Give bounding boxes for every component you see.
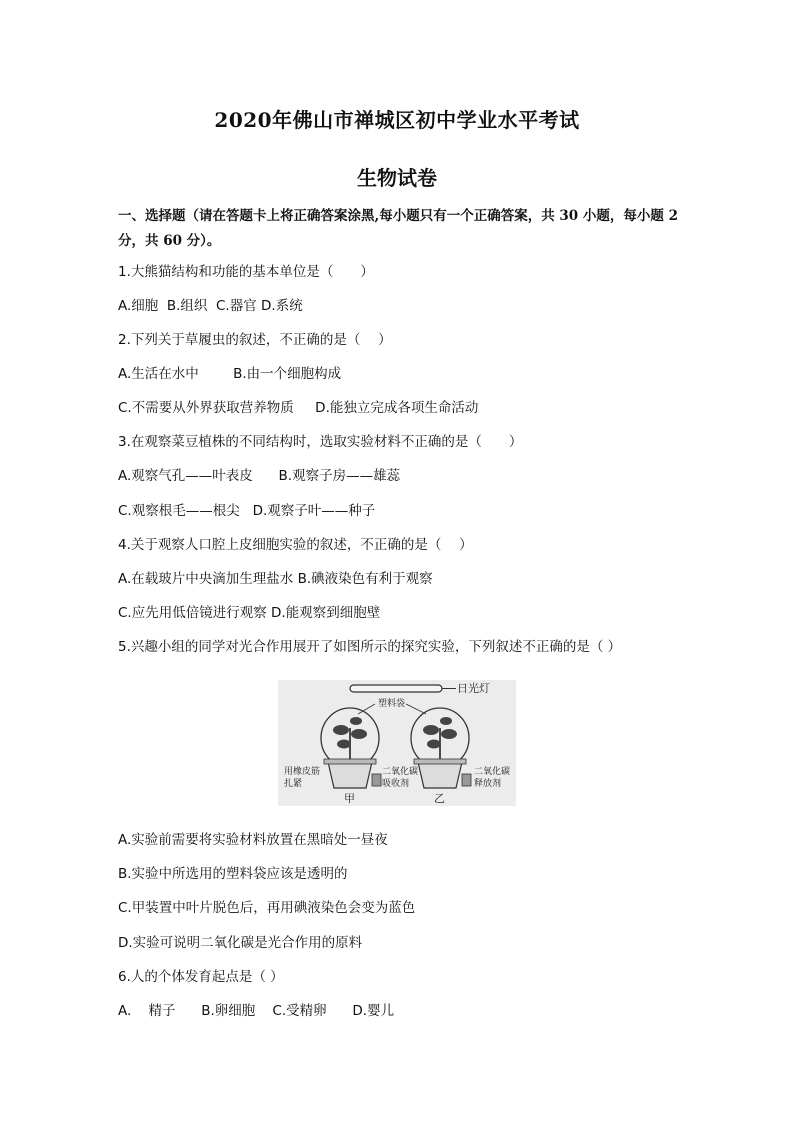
left-rubber-band — [324, 759, 376, 764]
question-2-stem: 2.下列关于草履虫的叙述，不正确的是（ ） — [118, 332, 392, 348]
left-label-line1: 用橡皮筋 — [284, 767, 321, 777]
question-6-options: A. 精子 B.卵细胞 C.受精卵 D.婴儿 — [118, 1003, 395, 1019]
lamp-tube — [350, 685, 442, 692]
question-5-option-d: D.实验可说明二氧化碳是光合作用的原料 — [118, 935, 363, 951]
left-leaf-3 — [337, 740, 351, 749]
question-4-options-row1: A.在载玻片中央滴加生理盐水 B.碘液染色有利于观察 — [118, 571, 433, 587]
question-2-options-row2: C.不需要从外界获取营养物质 D.能独立完成各项生命活动 — [118, 400, 479, 416]
right-leaf-3 — [427, 740, 441, 749]
question-4-options-row2: C.应先用低倍镜进行观察 D.能观察到细胞壁 — [118, 605, 381, 621]
label-yi: 乙 — [434, 792, 445, 805]
right-leaf-4 — [440, 717, 452, 725]
question-3-options-row1: A.观察气孔——叶表皮 B.观察子房——雄蕊 — [118, 468, 401, 484]
bag-label: 塑料袋 — [378, 699, 406, 709]
left-pot — [328, 762, 372, 788]
question-1-stem: 1.大熊猫结构和功能的基本单位是（ ） — [118, 264, 374, 280]
right-label-line2: 释放剂 — [474, 779, 502, 789]
right-pot — [418, 762, 462, 788]
experiment-figure — [278, 680, 516, 806]
experiment-diagram — [278, 680, 516, 806]
right-rubber-band — [414, 759, 466, 764]
mid-label-line1: 二氧化碳 — [382, 767, 419, 777]
exam-title: 2020年佛山市禅城区初中学业水平考试 — [214, 108, 580, 132]
left-leaf-2 — [351, 729, 367, 739]
question-6-stem: 6.人的个体发育起点是（ ） — [118, 969, 284, 985]
left-leaf-4 — [350, 717, 362, 725]
section-heading: 一、选择题（请在答题卡上将正确答案涂黑,每小题只有一个正确答案，共 30 小题，每小题 2 分，共 60 分）。 — [118, 208, 678, 249]
left-leaf-1 — [333, 725, 349, 735]
bag-pointer-right — [406, 704, 426, 714]
left-absorbent-dish — [372, 774, 381, 786]
right-leaf-2 — [441, 729, 457, 739]
label-jia: 甲 — [344, 792, 355, 805]
question-2-options-row1: A.生活在水中 B.由一个细胞构成 — [118, 366, 342, 382]
question-5-option-b: B.实验中所选用的塑料袋应该是透明的 — [118, 866, 348, 882]
right-release-dish — [462, 774, 471, 786]
question-5-stem: 5.兴趣小组的同学对光合作用展开了如图所示的探究实验，下列叙述不正确的是（ ） — [118, 639, 622, 655]
right-leaf-1 — [423, 725, 439, 735]
question-5-option-c: C.甲装置中叶片脱色后，再用碘液染色会变为蓝色 — [118, 900, 416, 916]
left-label-line2: 扎紧 — [284, 779, 303, 789]
question-5-option-a: A.实验前需要将实验材料放置在黑暗处一昼夜 — [118, 832, 388, 848]
exam-subtitle: 生物试卷 — [357, 166, 437, 190]
question-3-options-row2: C.观察根毛——根尖 D.观察子叶——种子 — [118, 503, 376, 519]
question-1-options: A.细胞 B.组织 C.器官 D.系统 — [118, 298, 303, 314]
question-3-stem: 3.在观察菜豆植株的不同结构时，选取实验材料不正确的是（ ） — [118, 434, 523, 450]
mid-label-line2: 吸收剂 — [382, 779, 410, 789]
lamp-label: 日光灯 — [457, 682, 490, 695]
question-4-stem: 4.关于观察人口腔上皮细胞实验的叙述，不正确的是（ ） — [118, 537, 473, 553]
right-label-line1: 二氧化碳 — [474, 767, 511, 777]
